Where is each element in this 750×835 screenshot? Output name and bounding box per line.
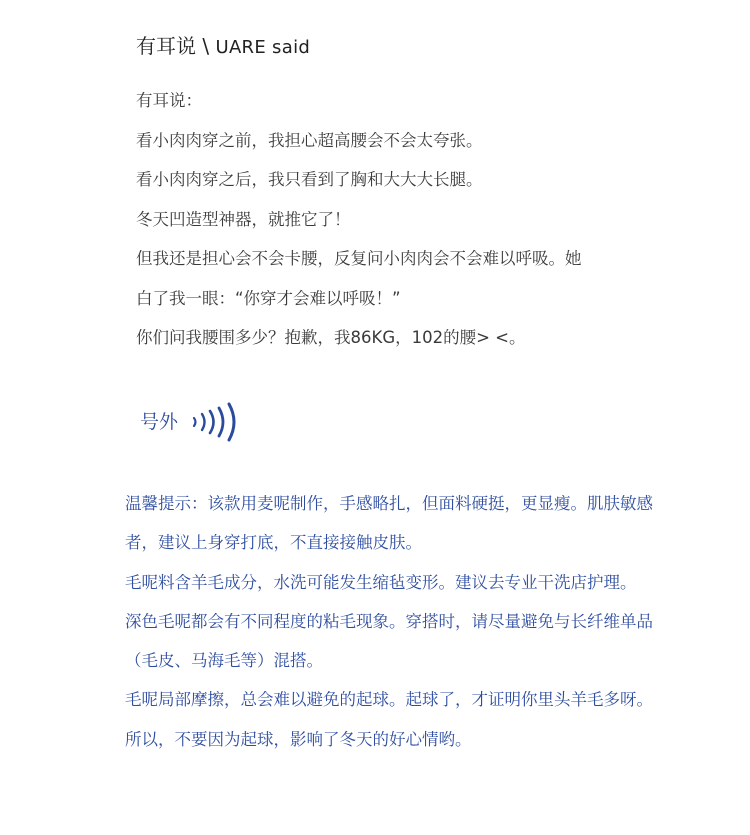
section-title <box>136 30 310 64</box>
extra-heading <box>140 400 240 444</box>
story-line: 看小肉肉穿之前，我担心超高腰会不会太夸张。 <box>136 130 483 150</box>
story-line: 有耳说： <box>136 91 202 110</box>
tip-paragraph: 毛呢局部摩擦，总会难以避免的起球。起球了，才证明你里头羊毛多呀。所以，不要因为起球，影响了冬天的好心情哟。 <box>125 690 653 749</box>
story-line: 你们问我腰围多少？抱歉，我86KG，102的腰> <。 <box>136 328 526 347</box>
tip-paragraph: 温馨提示：该款用麦呢制作，手感略扎，但面料硬挺，更显瘦。肌肤敏感者，建议上身穿打底，不直接接触皮肤。 <box>125 494 653 553</box>
story-line: 但我还是担心会不会卡腰，反复问小肉肉会不会难以呼吸。她 <box>136 249 582 268</box>
title-separator: \ <box>202 34 210 58</box>
tip-paragraph: 深色毛呢都会有不同程度的粘毛现象。穿搭时，请尽量避免与长纤维单品（毛皮、马海毛等）混搭。 <box>125 611 653 671</box>
extra-label: 号外 <box>140 411 179 433</box>
story-line: 冬天凹造型神器，就推它了！ <box>136 209 351 229</box>
sound-wave-icon <box>190 400 240 444</box>
story-line: 看小肉肉穿之后，我只看到了胸和大大大长腿。 <box>136 170 483 189</box>
story-text <box>136 88 582 365</box>
title-english: UARE said <box>215 37 311 58</box>
care-tips <box>125 484 665 759</box>
title-chinese: 有耳说 <box>136 34 196 58</box>
story-line: 白了我一眼：“你穿才会难以呼吸！” <box>136 288 401 308</box>
tip-paragraph: 毛呢料含羊毛成分，水洗可能发生缩毡变形。建议去专业干洗店护理。 <box>125 572 637 592</box>
